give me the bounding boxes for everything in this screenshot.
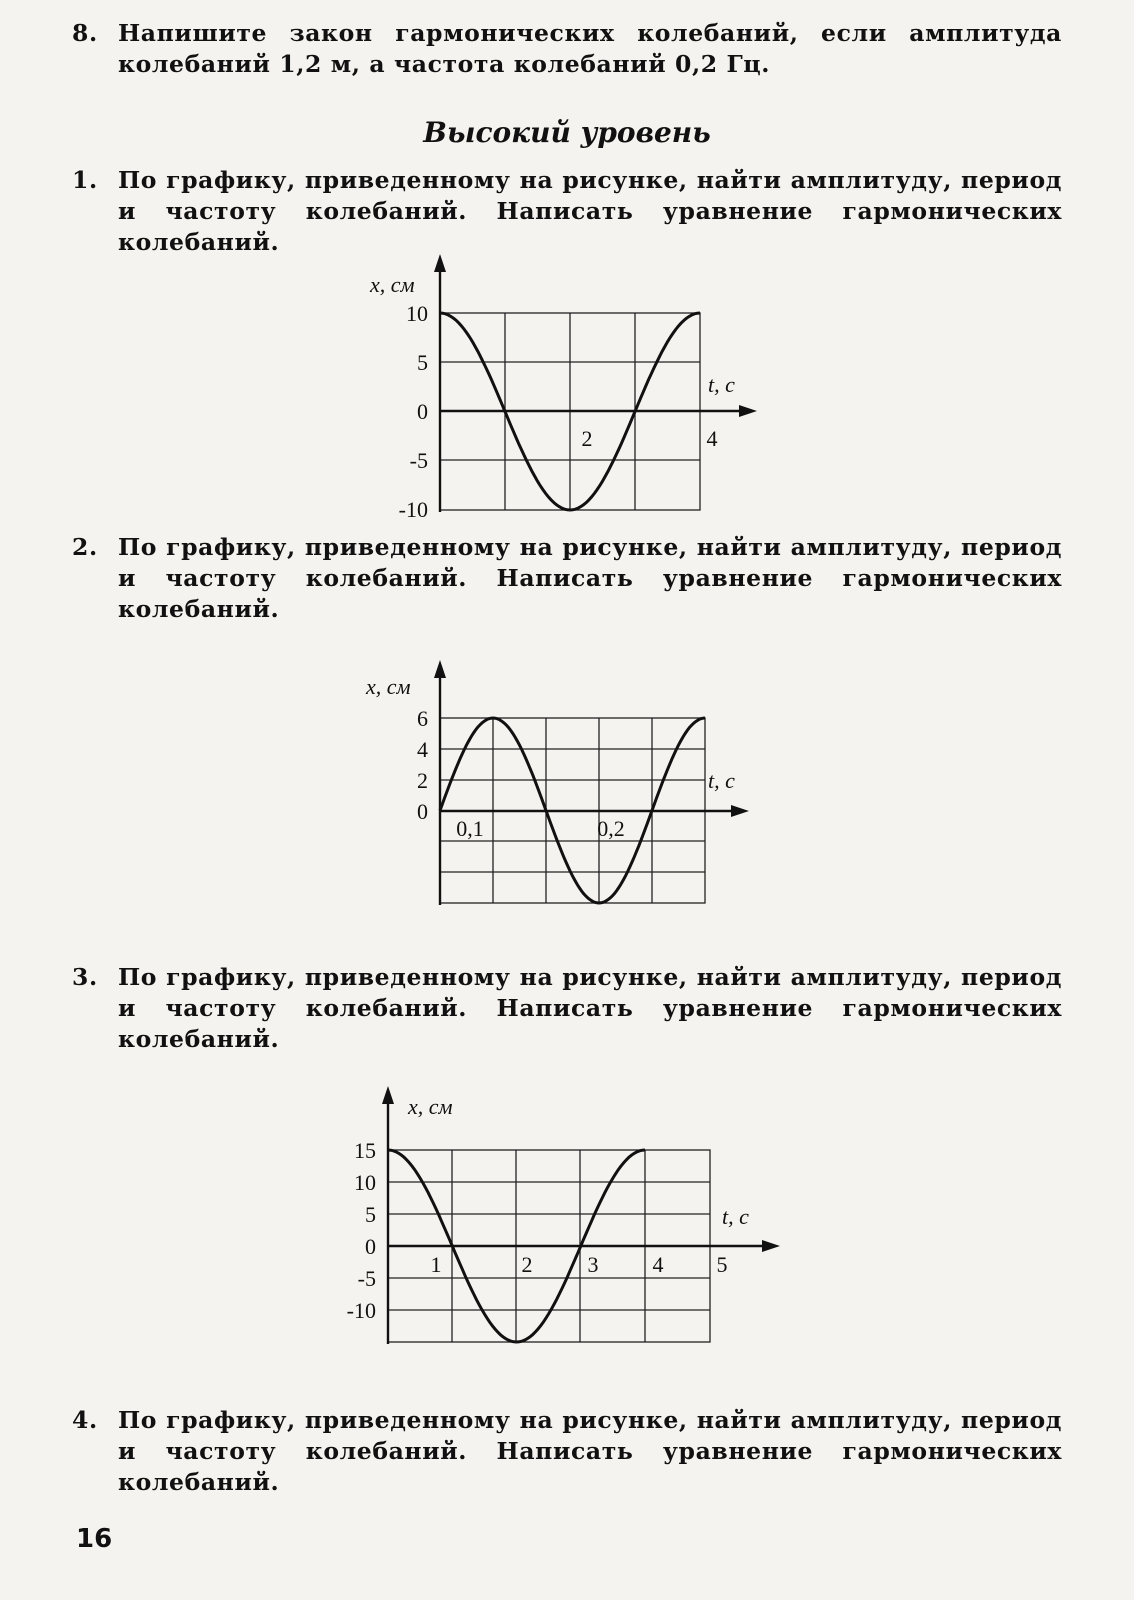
task-text: По графику, приведенному на рисунке, найти амплитуду, период и частоту колебаний. Написать уравнение гармонических колебаний. <box>118 963 1062 1053</box>
graph-2-x-tick: 0,2 <box>597 816 625 841</box>
task-number: 8. <box>72 19 98 47</box>
graph-1-x-axis-label: t, c <box>708 372 735 397</box>
graph-2-x-tick: 0,1 <box>456 816 484 841</box>
task-number: 1. <box>72 166 98 194</box>
task-text: По графику, приведенному на рисунке, найти амплитуду, период и частоту колебаний. Написать уравнение гармонических колебаний. <box>118 1406 1062 1496</box>
task-text: По графику, приведенному на рисунке, найти амплитуду, период и частоту колебаний. Написать уравнение гармонических колебаний. <box>118 533 1062 623</box>
graph-3-y-tick: 0 <box>365 1234 376 1259</box>
graph-1-x-tick: 4 <box>706 426 718 451</box>
page-number: 16 <box>76 1524 113 1554</box>
graph-1-y-tick: -5 <box>409 448 428 473</box>
graph-2-y-tick: 6 <box>417 706 428 731</box>
graph-3-x-tick: 1 <box>430 1252 442 1277</box>
graph-1-y-tick: 0 <box>417 399 428 424</box>
graph-2-y-tick: 0 <box>417 799 428 824</box>
graph-3-x-tick: 2 <box>521 1252 533 1277</box>
graph-3-x-tick: 3 <box>587 1252 599 1277</box>
graph-2-y-tick: 2 <box>417 768 428 793</box>
task-number: 3. <box>72 963 98 991</box>
graph-2-y-axis-label: x, см <box>366 674 411 699</box>
graph-3-y-axis-label: x, см <box>408 1094 453 1119</box>
graph-3-axes <box>382 1086 780 1344</box>
graph-3-y-tick: 5 <box>365 1202 376 1227</box>
graph-1-y-tick: -10 <box>398 497 428 522</box>
task-text: Напишите закон гармонических колебаний, если амплитуда колебаний 1,2 м, а частота колебаний 0,2 Гц. <box>118 19 1062 78</box>
graph-3-y-tick: 15 <box>354 1138 376 1163</box>
graph-2-y-tick: 4 <box>417 737 428 762</box>
graph-1-y-tick: 5 <box>417 350 428 375</box>
task-number: 4. <box>72 1406 98 1434</box>
graph-3-y-tick: -10 <box>346 1298 376 1323</box>
section-heading: Высокий уровень <box>423 116 711 149</box>
graph-3-y-tick: 10 <box>354 1170 376 1195</box>
graph-3-x-tick: 4 <box>652 1252 664 1277</box>
task-4 <box>72 1405 1062 1498</box>
graph-3-x-tick: 5 <box>716 1252 728 1277</box>
graph-1-x-tick: 2 <box>581 426 593 451</box>
graph-3-y-tick: -5 <box>357 1266 376 1291</box>
graph-1-y-axis-label: x, см <box>370 272 415 297</box>
graph-1-y-tick: 10 <box>406 301 428 326</box>
graph-3-x-axis-label: t, c <box>722 1204 749 1229</box>
task-number: 2. <box>72 533 98 561</box>
graph-2-x-axis-label: t, c <box>708 768 735 793</box>
task-text: По графику, приведенному на рисунке, найти амплитуду, период и частоту колебаний. Написать уравнение гармонических колебаний. <box>118 166 1062 256</box>
